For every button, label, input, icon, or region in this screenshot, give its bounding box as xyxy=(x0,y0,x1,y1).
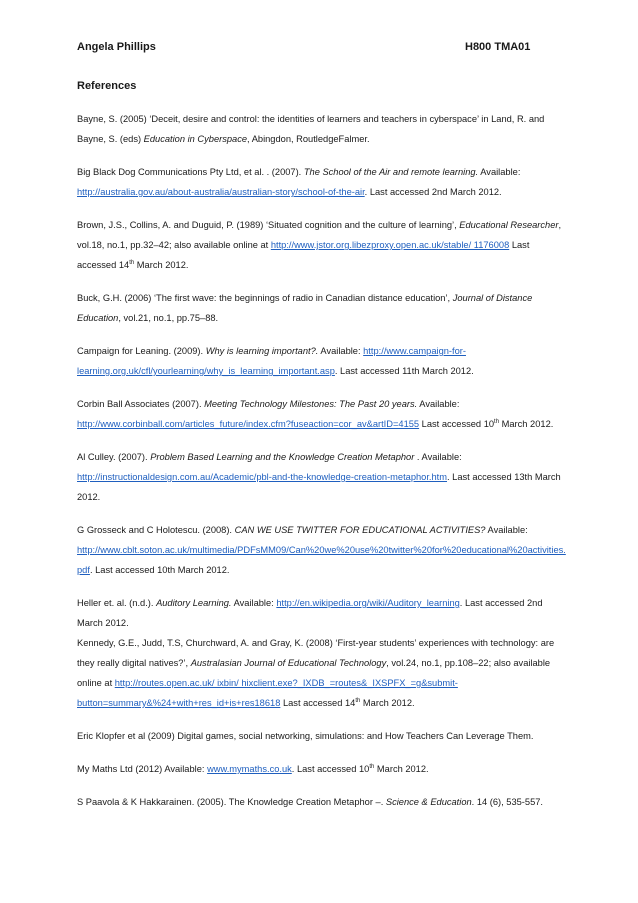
reference-text: . Last accessed 11th March 2012. xyxy=(334,366,474,376)
reference-text: . Last accessed 2nd March 2012. xyxy=(77,598,543,628)
reference-link[interactable]: http://routes.open.ac.uk/ ixbin/ hixclient.exe?_IXDB_=routes&_IXSPFX_=g&submit-button=summary&%24+with+res_id+is+res18618 xyxy=(77,678,458,708)
reference-text: Last accessed 10 xyxy=(419,419,495,429)
reference-text: Kennedy, G.E., Judd, T.S, Churchward, A. and Gray, K. (2008) ‘First-year students’ experiences with technology: are they really digital natives?’, xyxy=(77,638,555,668)
reference-superscript: th xyxy=(494,418,500,425)
reference-text: . 14 (6), 535-557. xyxy=(471,797,543,807)
reference-entry xyxy=(77,447,567,507)
reference-text: Brown, J.S., Collins, A. and Duguid, P. (1989) ‘Situated cognition and the culture of learning’, xyxy=(77,220,460,230)
reference-title: Problem Based Learning and the Knowledge Creation Metaphor xyxy=(150,452,415,462)
reference-text: , Abingdon, RoutledgeFalmer. xyxy=(247,134,370,144)
reference-text: Big Black Dog Communications Pty Ltd, et al. . (2007). xyxy=(77,167,304,177)
reference-text: Corbin Ball Associates (2007). xyxy=(77,399,205,409)
reference-text: Campaign for Leaning. (2009). xyxy=(77,346,206,356)
reference-title: Educational Researcher xyxy=(459,220,559,230)
reference-text: . Last accessed 10 xyxy=(291,764,370,774)
references-heading: References xyxy=(77,80,137,92)
reference-text: . Last accessed 10th March 2012. xyxy=(89,565,230,575)
reference-text: Available: xyxy=(485,525,528,535)
reference-link[interactable]: http://www.jstor.org.libezproxy.open.ac.uk/stable/ 1176008 xyxy=(270,240,510,250)
reference-entry xyxy=(77,759,567,779)
reference-text: Last accessed 14 xyxy=(280,698,356,708)
reference-text: March 2012. xyxy=(134,260,189,270)
reference-link[interactable]: http://instructionaldesign.com.au/Academic/pbl-and-the-knowledge-creation-metaphor.htm xyxy=(77,472,448,482)
reference-text: . Available: xyxy=(414,452,462,462)
reference-text: Buck, G.H. (2006) ‘The first wave: the beginnings of radio in Canadian distance education’, xyxy=(77,293,453,303)
reference-entry xyxy=(77,109,567,149)
reference-entry xyxy=(77,520,567,580)
reference-link[interactable]: http://www.cblt.soton.ac.uk/multimedia/PDFsMM09/Can%20we%20use%20twitter%20for%20educational%20activities.pdf xyxy=(77,545,566,575)
reference-link[interactable]: http://en.wikipedia.org/wiki/Auditory_learning xyxy=(276,598,460,608)
reference-link[interactable]: http://www.corbinball.com/articles_future/index.cfm?fuseaction=cor_av&artID=4155 xyxy=(77,419,420,429)
reference-text: March 2012. xyxy=(499,419,554,429)
reference-superscript: th xyxy=(129,259,135,266)
reference-text: Al Culley. (2007). xyxy=(77,452,151,462)
reference-text: , vol.18, no.1, pp.32–42; also available online at xyxy=(77,220,562,250)
reference-text: Available: xyxy=(318,346,364,356)
reference-entry xyxy=(77,726,567,746)
reference-entry xyxy=(77,792,567,812)
reference-text: G Grosseck and C Holotescu. (2008). xyxy=(77,525,235,535)
reference-entry xyxy=(77,341,567,381)
reference-text: , vol.21, no.1, pp.75–88. xyxy=(118,313,219,323)
references-list xyxy=(77,109,567,825)
reference-text: Available: xyxy=(417,399,460,409)
reference-text: . Last accessed 2nd March 2012. xyxy=(364,187,502,197)
reference-entry xyxy=(77,633,567,713)
reference-title: Journal of Distance Education xyxy=(77,293,533,323)
reference-text: Available: xyxy=(231,598,277,608)
reference-link[interactable]: http://www.campaign-for-learning.org.uk/cfl/yourlearning/why_is_learning_important.asp xyxy=(77,346,466,376)
reference-title: The School of the Air and remote learning. xyxy=(303,167,479,177)
reference-superscript: th xyxy=(369,763,375,770)
reference-text: . Last accessed 13th March 2012. xyxy=(77,472,561,502)
reference-text: Heller et. al. (n.d.). xyxy=(77,598,157,608)
reference-text: My Maths Ltd (2012) Available: xyxy=(77,764,208,774)
reference-entry xyxy=(77,394,567,434)
header-author: Angela Phillips xyxy=(77,41,156,53)
reference-text: Available: xyxy=(478,167,521,177)
reference-entry xyxy=(77,215,567,275)
reference-superscript: th xyxy=(355,697,361,704)
reference-title: Education in Cyberspace xyxy=(143,134,248,144)
reference-text: March 2012. xyxy=(374,764,429,774)
reference-title: Meeting Technology Milestones: The Past 20 years. xyxy=(204,399,418,409)
reference-text: Last accessed 14 xyxy=(77,240,530,270)
reference-text: Eric Klopfer et al (2009) Digital games, social networking, simulations: and How Teachers Can Leverage Them. xyxy=(77,731,534,741)
reference-link[interactable]: http://australia.gov.au/about-australia/australian-story/school-of-the-air xyxy=(77,187,365,197)
reference-title: Auditory Learning. xyxy=(156,598,232,608)
reference-text: S Paavola & K Hakkarainen. (2005). The Knowledge Creation Metaphor –. xyxy=(77,797,386,807)
reference-text: Bayne, S. (2005) ‘Deceit, desire and control: the identities of learners and teachers in cyberspace’ in Land, R. and Bayne, S. (eds) xyxy=(77,114,545,144)
reference-entry xyxy=(77,593,567,633)
reference-text: , vol.24, no.1, pp.108–22; also available online at xyxy=(77,658,551,688)
reference-title: CAN WE USE TWITTER FOR EDUCATIONAL ACTIVITIES? xyxy=(234,525,486,535)
reference-text: March 2012. xyxy=(360,698,415,708)
reference-title: Why is learning important?. xyxy=(205,346,319,356)
reference-entry xyxy=(77,288,567,328)
reference-title: Science & Education xyxy=(385,797,472,807)
reference-link[interactable]: www.mymaths.co.uk xyxy=(207,764,292,774)
header-course: H800 TMA01 xyxy=(465,41,531,53)
reference-title: Australasian Journal of Educational Technology xyxy=(190,658,387,668)
reference-entry xyxy=(77,162,567,202)
